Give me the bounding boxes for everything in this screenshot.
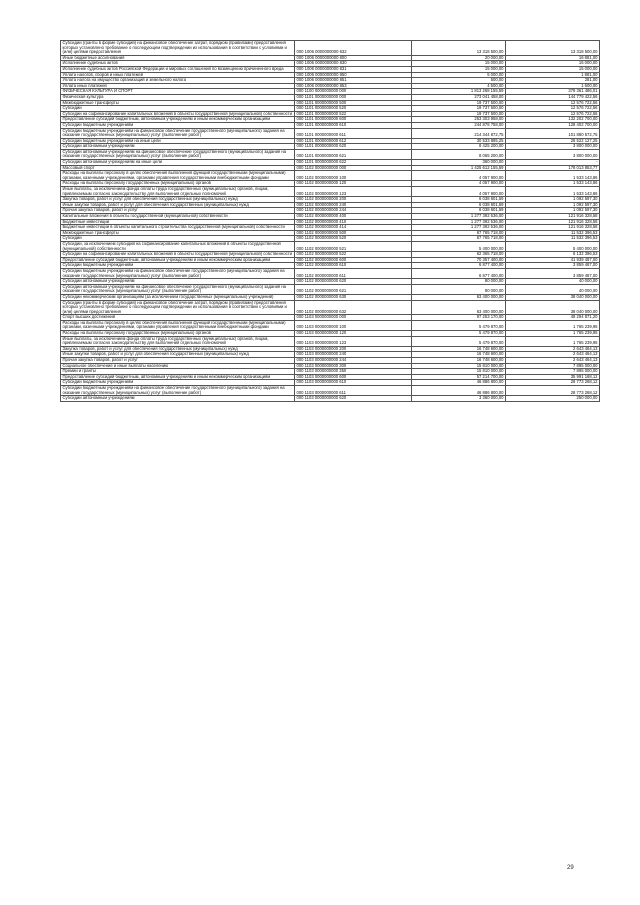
cell-text: 30 533 885,25 — [476, 138, 504, 143]
row-code-cell — [295, 241, 412, 251]
cell-text: 1 813 268 155,59 — [470, 88, 504, 94]
table-row — [61, 41, 600, 56]
cell-text: 000 1101 0000000000 622 — [296, 159, 347, 165]
row-approved-cell — [412, 241, 506, 251]
cell-text: Расходы на выплаты персоналу государственных (муниципальных) органов — [62, 330, 211, 336]
cell-text: 16 748 600,00 — [476, 346, 504, 351]
cell-text: 1 881,00 — [581, 72, 598, 77]
cell-text: 40 000,00 — [578, 278, 598, 284]
cell-text: 1 277 392 536,00 — [470, 213, 504, 218]
row-name-cell — [61, 284, 295, 294]
cell-text: 15 000,00 — [578, 66, 598, 71]
cell-text: Субсидии бюджетным учреждениям — [62, 122, 134, 127]
row-executed-cell — [506, 241, 600, 251]
cell-text: Субсидии (гранты в форме субсидий) на финансовое обеспечение затрат, порядком (правилами) предоставления которых установлено требование о последующем подтверждении их использования в соответствии с условиями и (или) целями предоставления — [62, 40, 287, 55]
row-name-cell — [61, 320, 295, 330]
cell-text: 3 859 487,00 — [573, 272, 598, 278]
cell-text: 132 202 700,00 — [568, 116, 598, 122]
cell-text: 3 859 487,00 — [573, 262, 598, 268]
cell-text: Расходы на выплаты персоналу государственных (муниципальных) органов — [62, 180, 211, 186]
cell-text: 000 1103 0000000000 244 — [296, 357, 347, 363]
cell-text: Межбюджетные трансферты — [62, 100, 119, 105]
cell-text: 1 425 612 155,59 — [470, 165, 504, 170]
cell-text: 000 1006 0000000000 850 — [296, 72, 347, 77]
cell-text: 7 895 000,00 — [573, 363, 598, 368]
row-name-cell — [61, 128, 295, 138]
cell-text: 000 1102 0000000000 500 — [296, 230, 347, 235]
cell-text: 000 1102 0000000000 000 — [296, 165, 347, 170]
cell-text: 000 1006 0000000000 632 — [296, 49, 347, 55]
cell-text: 19 737 500,00 — [476, 111, 504, 116]
cell-text: Иные выплаты, за исключением фонда оплаты труда государственных (муниципальных) органов, лицам, привлекаемым согласно законодательству для выполнения отдельных полномочий — [62, 186, 269, 196]
row-name-cell — [61, 149, 295, 159]
cell-text: 000 1100 0000000000 000 — [296, 88, 347, 94]
cell-text: 40 000,00 — [578, 288, 598, 294]
cell-text: 2 643 464,13 — [573, 351, 598, 357]
cell-text: 3 800 000,00 — [573, 143, 598, 149]
cell-text: Закупка товаров, работ и услуг для обеспечения государственных (муниципальных) нужд — [62, 196, 238, 202]
cell-text: 000 1103 0000000000 611 — [296, 389, 346, 395]
budget-table-body — [61, 41, 600, 402]
row-approved-cell — [412, 336, 506, 346]
cell-text: 8 065 200,00 — [479, 153, 504, 159]
cell-text: 000 1103 0000000000 600 — [296, 374, 347, 379]
row-code-cell — [295, 284, 412, 294]
cell-text: Исполнение судебных актов — [62, 60, 118, 66]
table-row — [61, 300, 600, 315]
row-code-cell — [295, 336, 412, 346]
cell-text: 000 1006 0000000000 853 — [296, 83, 347, 88]
cell-text: 244 878 758,00 — [474, 122, 504, 127]
cell-text: Субсидии бюджетным учреждениям на финансовое обеспечение государственного (муниципального) задания на оказание государственных (муниципальных) услуг (выполнение работ) — [62, 385, 285, 395]
cell-text: Исполнение судебных актов Российской Федерации и мировых соглашений по возмещению причиненного вреда — [62, 66, 284, 71]
cell-text: 000 1102 0000000000 620 — [296, 278, 347, 284]
cell-text: Субсидии бюджетным учреждениям на финансовое обеспечение государственного (муниципального) задания на оказание государственных (муниципальных) услуг (выполнение работ) — [62, 128, 285, 138]
cell-text: Уплата иных платежей — [62, 83, 107, 88]
cell-text: 15 810 000,00 — [476, 363, 504, 368]
cell-text: Предоставление субсидий бюджетным, автономным учреждениям и иным некоммерческим организациям — [62, 116, 271, 122]
cell-text: Прочая закупка товаров, работ и услуг — [62, 357, 138, 363]
cell-text: 000 1101 0000000000 620 — [296, 143, 347, 149]
cell-text: Субсидии бюджетным учреждениям на иные цели — [62, 138, 161, 143]
cell-text: 1 600,00 — [581, 83, 598, 88]
cell-text: 1 092 597,30 — [573, 207, 598, 213]
row-executed-cell — [506, 187, 600, 197]
row-name-cell — [61, 225, 295, 231]
cell-text: 4 500,00 — [487, 83, 504, 88]
table-row — [61, 128, 600, 138]
cell-text: 15 810 000,00 — [476, 368, 504, 374]
cell-text: 178 013 853,77 — [568, 165, 598, 170]
cell-text: Межбюджетные трансферты — [62, 230, 119, 235]
cell-text: 000 1103 0000000000 200 — [296, 346, 347, 351]
row-code-cell — [295, 320, 412, 330]
cell-text: 000 1102 0000000000 240 — [296, 202, 347, 207]
cell-text: Субсидии автономным учреждениям — [62, 278, 135, 284]
cell-text: 6 132 396,53 — [573, 251, 598, 257]
cell-text: 281,00 — [584, 77, 598, 83]
cell-text: 000 1102 0000000000 244 — [296, 207, 347, 213]
cell-text: ФИЗИЧЕСКАЯ КУЛЬТУРА И СПОРТ — [62, 88, 133, 94]
cell-text: Субсидии автономным учреждениям на финансовое обеспечение государственного (муниципального) задания на оказание государственных (муниципальных) услуг (выполнение работ) — [62, 284, 286, 294]
row-approved-cell — [412, 187, 506, 197]
cell-text: 000 1103 0000000000 620 — [296, 395, 347, 401]
cell-text: Субсидии, за исключением субсидий на софинансирование капитальных вложений в объекты государственной (муниципальной) собственности — [62, 241, 281, 251]
cell-text: 19 737 500,00 — [476, 100, 504, 105]
row-code-cell — [295, 300, 412, 315]
cell-text: 15 000,00 — [484, 60, 504, 66]
cell-text: 000 1102 0000000000 521 — [296, 245, 347, 251]
table-row — [61, 336, 600, 346]
table-row — [61, 320, 600, 330]
cell-text: Субсидии автономным учреждениям на иные цели — [62, 159, 162, 165]
cell-text: 11 532 396,53 — [571, 235, 598, 241]
cell-text: 28 773 268,12 — [570, 389, 598, 395]
row-code-cell — [295, 187, 412, 197]
cell-text: 000 1102 0000000000 600 — [296, 257, 347, 262]
row-name-cell — [61, 117, 295, 123]
cell-text: 5 479 870,00 — [479, 340, 504, 346]
cell-text: 214 344 872,75 — [474, 132, 504, 138]
row-approved-cell — [412, 268, 506, 278]
row-name-cell — [61, 41, 295, 56]
cell-text: Бюджетные инвестиции в объекты капитального строительства государственной (муниципальной) собственности — [62, 224, 285, 230]
cell-text: Иные закупки товаров, работ и услуг для обеспечения государственных (муниципальных) нужд — [62, 202, 249, 207]
row-executed-cell — [506, 268, 600, 278]
row-executed-cell — [506, 336, 600, 346]
cell-text: Иные выплаты, за исключением фонда оплаты труда государственных (муниципальных) органов, лицам, привлекаемым согласно законодательству для выполнения отдельных полномочий — [62, 336, 269, 346]
cell-text: 000 1101 0000000000 000 — [296, 94, 347, 99]
row-approved-cell — [412, 300, 506, 315]
cell-text: 1 765 239,95 — [573, 330, 598, 336]
cell-text: 1 533 143,86 — [573, 180, 598, 186]
cell-text: 11 532 396,53 — [571, 230, 598, 235]
cell-text: 12 576 722,56 — [570, 111, 598, 116]
cell-text: Прочая закупка товаров, работ и услуг — [62, 207, 138, 213]
cell-text: 000 1103 0000000000 610 — [296, 379, 347, 385]
cell-text: 000 1102 0000000000 610 — [296, 262, 347, 268]
cell-text: 67 765 718,00 — [476, 235, 504, 241]
cell-text: 000 1101 0000000000 611 — [296, 132, 346, 138]
cell-text: 4 057 900,00 — [479, 174, 504, 180]
cell-text: 000 1102 0000000000 611 — [296, 272, 346, 278]
cell-text: 46 886 800,00 — [476, 379, 504, 385]
cell-text: Расходы на выплаты персоналу в целях обеспечения выполнения функций государственными (муниципальными) органами, казенными учреждениями, органами управления государственными внебюджетными фондами — [62, 170, 286, 180]
cell-text: Бюджетные инвестиции — [62, 219, 110, 224]
cell-text: Субсидии бюджетным учреждениям — [62, 379, 134, 385]
cell-text: 128 402 700,00 — [568, 122, 598, 127]
row-executed-cell — [506, 386, 600, 396]
cell-text: 13 318 500,00 — [476, 49, 504, 55]
cell-text: Субсидии автономным учреждениям — [62, 143, 135, 149]
cell-text: Предоставление субсидий бюджетным, автономным учреждениям и иным некоммерческим организациям — [62, 257, 271, 262]
cell-text: 000 1101 0000000000 520 — [296, 105, 347, 111]
cell-text: 80 000,00 — [484, 288, 504, 294]
cell-text: 1 092 597,30 — [573, 196, 598, 202]
cell-text: Уплата налога на имущество организаций и земельного налога — [62, 77, 186, 83]
row-approved-cell — [412, 149, 506, 159]
cell-text: 000 1101 0000000000 522 — [296, 111, 347, 116]
table-row — [61, 268, 600, 278]
budget-table — [60, 40, 600, 402]
row-name-cell — [61, 257, 295, 263]
cell-text: Субсидии бюджетным учреждениям на финансовое обеспечение государственного (муниципального) задания на оказание государственных (муниципальных) услуг (выполнение работ) — [62, 268, 285, 278]
cell-text: 000 1102 0000000000 520 — [296, 235, 347, 241]
table-row — [61, 187, 600, 197]
cell-text: 1 765 239,95 — [573, 324, 598, 330]
cell-text: 000 1103 0000000000 300 — [296, 363, 347, 368]
row-name-cell — [61, 241, 295, 251]
cell-text: 80 000,00 — [484, 278, 504, 284]
cell-text: 101 880 572,75 — [568, 132, 598, 138]
row-name-cell — [61, 386, 295, 396]
cell-text: Капитальные вложения в объекты государственной (муниципальной) собственности — [62, 213, 228, 218]
cell-text: 12 576 722,56 — [570, 100, 598, 105]
cell-text: 000 1006 0000000000 830 — [296, 60, 347, 66]
cell-text: 273 041 458,00 — [474, 94, 504, 99]
cell-text: Иные бюджетные ассигнования — [62, 55, 125, 60]
cell-text: 000 1101 0000000000 621 — [296, 153, 347, 159]
cell-text: 000 1102 0000000000 630 — [296, 294, 347, 299]
cell-text: Расходы на выплаты персоналу в целях обеспечения выполнения функций государственными (муниципальными) органами, казенными учреждениями, органами управления государственными внебюджетными фондами — [62, 320, 286, 330]
row-approved-cell — [412, 284, 506, 294]
cell-text: 000 1103 0000000000 120 — [296, 330, 347, 336]
cell-text: Уплата налогов, сборов и иных платежей — [62, 72, 143, 77]
cell-text: 4 057 900,00 — [479, 190, 504, 196]
cell-text: 15 000,00 — [578, 60, 598, 66]
cell-text: 16 748 600,00 — [476, 351, 504, 357]
table-row — [61, 284, 600, 294]
cell-text: Субсидии автономным учреждениям на финансовое обеспечение государственного (муниципального) задания на оказание государственных (муниципальных) услуг (выполнение работ) — [62, 149, 286, 159]
cell-text: Субсидии бюджетным учреждениям — [62, 262, 134, 268]
cell-text: 500,00 — [490, 77, 504, 83]
cell-text: 253 303 958,00 — [474, 116, 504, 122]
cell-text: 41 939 487,00 — [570, 257, 598, 262]
cell-text: 38 040 000,00 — [570, 294, 598, 299]
cell-text: 000 1101 0000000000 600 — [296, 116, 347, 122]
cell-text: 5 479 870,00 — [479, 324, 504, 330]
cell-text: Субсидии некоммерческим организациям (за исключением государственных (муниципальных) учреждений) — [62, 294, 274, 299]
row-code-cell — [295, 268, 412, 278]
cell-text: 000 1102 0000000000 400 — [296, 213, 347, 218]
cell-text: 6 877 400,00 — [479, 272, 504, 278]
cell-text: 000 1103 0000000000 123 — [296, 340, 347, 346]
cell-text: 13 318 500,00 — [570, 49, 598, 55]
page-number: 29 — [567, 865, 574, 871]
cell-text: 000 1102 0000000000 410 — [296, 219, 347, 224]
cell-text: 5 400 000,00 — [573, 245, 598, 251]
cell-text: 000 1102 0000000000 632 — [296, 308, 347, 314]
cell-text: 121 916 328,58 — [568, 224, 598, 230]
cell-text: 19 737 500,00 — [476, 105, 504, 111]
cell-text: 15 000,00 — [484, 66, 504, 71]
row-name-cell — [61, 111, 295, 117]
row-executed-cell — [506, 284, 600, 294]
cell-text: 48 294 871,20 — [570, 314, 598, 320]
cell-text: 3 360 000,00 — [479, 395, 504, 401]
row-executed-cell — [506, 149, 600, 159]
row-name-cell — [61, 294, 295, 300]
cell-text: 250 000,00 — [576, 395, 598, 401]
row-executed-cell — [506, 128, 600, 138]
cell-text: 1 765 239,95 — [573, 340, 598, 346]
cell-text: Массовый спорт — [62, 165, 95, 170]
cell-text: 97 253 170,00 — [476, 314, 504, 320]
cell-text: Субсидии — [62, 235, 82, 241]
table-row — [61, 241, 600, 251]
cell-text: Физическая культура — [62, 94, 104, 99]
cell-text: 000 1101 0000000000 612 — [296, 138, 347, 143]
row-code-cell — [295, 41, 412, 56]
cell-text: 000 1102 0000000000 200 — [296, 196, 347, 202]
cell-text: 12 576 722,56 — [570, 105, 598, 111]
cell-text: 7 895 000,00 — [573, 368, 598, 374]
cell-text: 16 881,00 — [578, 55, 598, 60]
row-executed-cell — [506, 41, 600, 56]
cell-text: 000 1102 0000000000 522 — [296, 251, 347, 257]
cell-text: 1 533 143,86 — [573, 174, 598, 180]
cell-text: 000 1103 0000000000 350 — [296, 368, 347, 374]
cell-text: 4 057 900,00 — [479, 180, 504, 186]
cell-text: Закупка товаров, работ и услуг для обеспечения государственных (муниципальных) нужд — [62, 346, 238, 351]
table-row — [61, 396, 600, 402]
cell-text: Субсидии автономным учреждениям — [62, 395, 135, 401]
cell-text: 46 886 800,00 — [476, 389, 504, 395]
cell-text: 2 643 464,13 — [573, 346, 598, 351]
cell-text: 6 038 601,59 — [479, 202, 504, 207]
cell-text: 1 533 143,86 — [573, 190, 598, 196]
row-approved-cell — [412, 171, 506, 181]
cell-text: 000 1102 0000000000 120 — [296, 180, 347, 186]
row-executed-cell — [506, 171, 600, 181]
cell-text: 1 092 597,30 — [573, 202, 598, 207]
row-code-cell — [295, 386, 412, 396]
cell-text: - — [596, 159, 598, 165]
cell-text: Субсидии (гранты в форме субсидий) на финансовое обеспечение затрат, порядком (правилами) предоставления которых установлено требование о последующем подтверждении их использования в соответствии с условиями и (или) целями предоставления — [62, 300, 287, 314]
table-row — [61, 171, 600, 181]
row-name-cell — [61, 66, 295, 72]
cell-text: 000 1102 0000000000 100 — [296, 174, 347, 180]
cell-text: Субсидии на софинансирование капитальных вложений в объекты государственной (муниципальной) собственности — [62, 251, 292, 257]
cell-text: 67 765 718,00 — [476, 230, 504, 235]
cell-text: 5 400 000,00 — [479, 245, 504, 251]
row-executed-cell — [506, 396, 600, 402]
row-approved-cell — [412, 128, 506, 138]
cell-text: 6 038 601,59 — [479, 207, 504, 213]
row-approved-cell — [412, 320, 506, 330]
cell-text: 000 1102 0000000000 621 — [296, 288, 347, 294]
cell-text: 121 916 328,58 — [568, 219, 598, 224]
cell-text: 3 800 000,00 — [573, 153, 598, 159]
cell-text: 6 038 601,59 — [479, 196, 504, 202]
cell-text: 000 1102 0000000000 123 — [296, 190, 347, 196]
cell-text: 121 916 328,58 — [568, 213, 598, 218]
cell-text: 63 400 000,00 — [476, 294, 504, 299]
cell-text: Спорт высших достижений — [62, 314, 115, 320]
cell-text: Премии и гранты — [62, 368, 96, 374]
row-name-cell — [61, 300, 295, 315]
cell-text: Субсидии — [62, 105, 82, 111]
cell-text: 5 000,00 — [487, 72, 504, 77]
cell-text: Предоставление субсидий бюджетным, автономным учреждениям и иным некоммерческим организациям — [62, 374, 271, 379]
cell-text: 35 991 168,12 — [570, 374, 598, 379]
row-code-cell — [295, 396, 412, 402]
row-name-cell — [61, 187, 295, 197]
cell-text: 1 277 392 536,00 — [470, 224, 504, 230]
cell-text: 63 400 000,00 — [476, 308, 504, 314]
row-name-cell — [61, 336, 295, 346]
cell-text: 000 1101 0000000000 500 — [296, 100, 347, 105]
cell-text: 26 522 127,25 — [570, 138, 598, 143]
cell-text: 1 277 392 536,00 — [470, 219, 504, 224]
cell-text: 20 000,00 — [484, 55, 504, 60]
cell-text: Социальное обеспечение и иные выплаты населению — [62, 363, 169, 368]
cell-text: 62 365 718,00 — [476, 251, 504, 257]
row-executed-cell — [506, 300, 600, 315]
cell-text: 000 1102 0000000000 414 — [296, 224, 347, 230]
cell-text: 57 214 700,00 — [476, 374, 504, 379]
cell-text: 378 361 486,01 — [568, 88, 598, 94]
row-name-cell — [61, 252, 295, 258]
cell-text: 000 1006 0000000000 800 — [296, 55, 347, 60]
cell-text: 5 479 870,00 — [479, 330, 504, 336]
cell-text: 70 357 400,00 — [476, 257, 504, 262]
row-code-cell — [295, 149, 412, 159]
cell-text: 144 779 422,56 — [568, 94, 598, 99]
row-approved-cell — [412, 386, 506, 396]
row-code-cell — [295, 171, 412, 181]
cell-text: Иные закупки товаров, работ и услуг для обеспечения государственных (муниципальных) нужд — [62, 351, 249, 357]
cell-text: 6 877 400,00 — [479, 262, 504, 268]
cell-text: 000 1103 0000000000 100 — [296, 324, 347, 330]
cell-text: 000 1103 0000000000 000 — [296, 314, 347, 320]
row-name-cell — [61, 396, 295, 402]
cell-text: 28 773 268,12 — [570, 379, 598, 385]
cell-text: 000 1006 0000000000 831 — [296, 66, 347, 71]
cell-text: 8 425 200,00 — [479, 143, 504, 149]
row-code-cell — [295, 128, 412, 138]
cell-text: 16 748 600,00 — [476, 357, 504, 363]
row-name-cell — [61, 268, 295, 278]
cell-text: 000 1006 0000000000 851 — [296, 77, 347, 83]
row-approved-cell — [412, 41, 506, 56]
cell-text: 000 1103 0000000000 240 — [296, 351, 347, 357]
cell-text: 2 643 464,13 — [573, 357, 598, 363]
row-approved-cell — [412, 396, 506, 402]
table-row — [61, 386, 600, 396]
row-name-cell — [61, 171, 295, 181]
cell-text: 360 000,00 — [482, 159, 504, 165]
row-executed-cell — [506, 320, 600, 330]
table-row — [61, 149, 600, 159]
cell-text: Субсидии на софинансирование капитальных вложений в объекты государственной (муниципальной) собственности — [62, 111, 292, 116]
cell-text: 000 1101 0000000000 610 — [296, 122, 347, 127]
cell-text: 38 040 000,00 — [570, 308, 598, 314]
